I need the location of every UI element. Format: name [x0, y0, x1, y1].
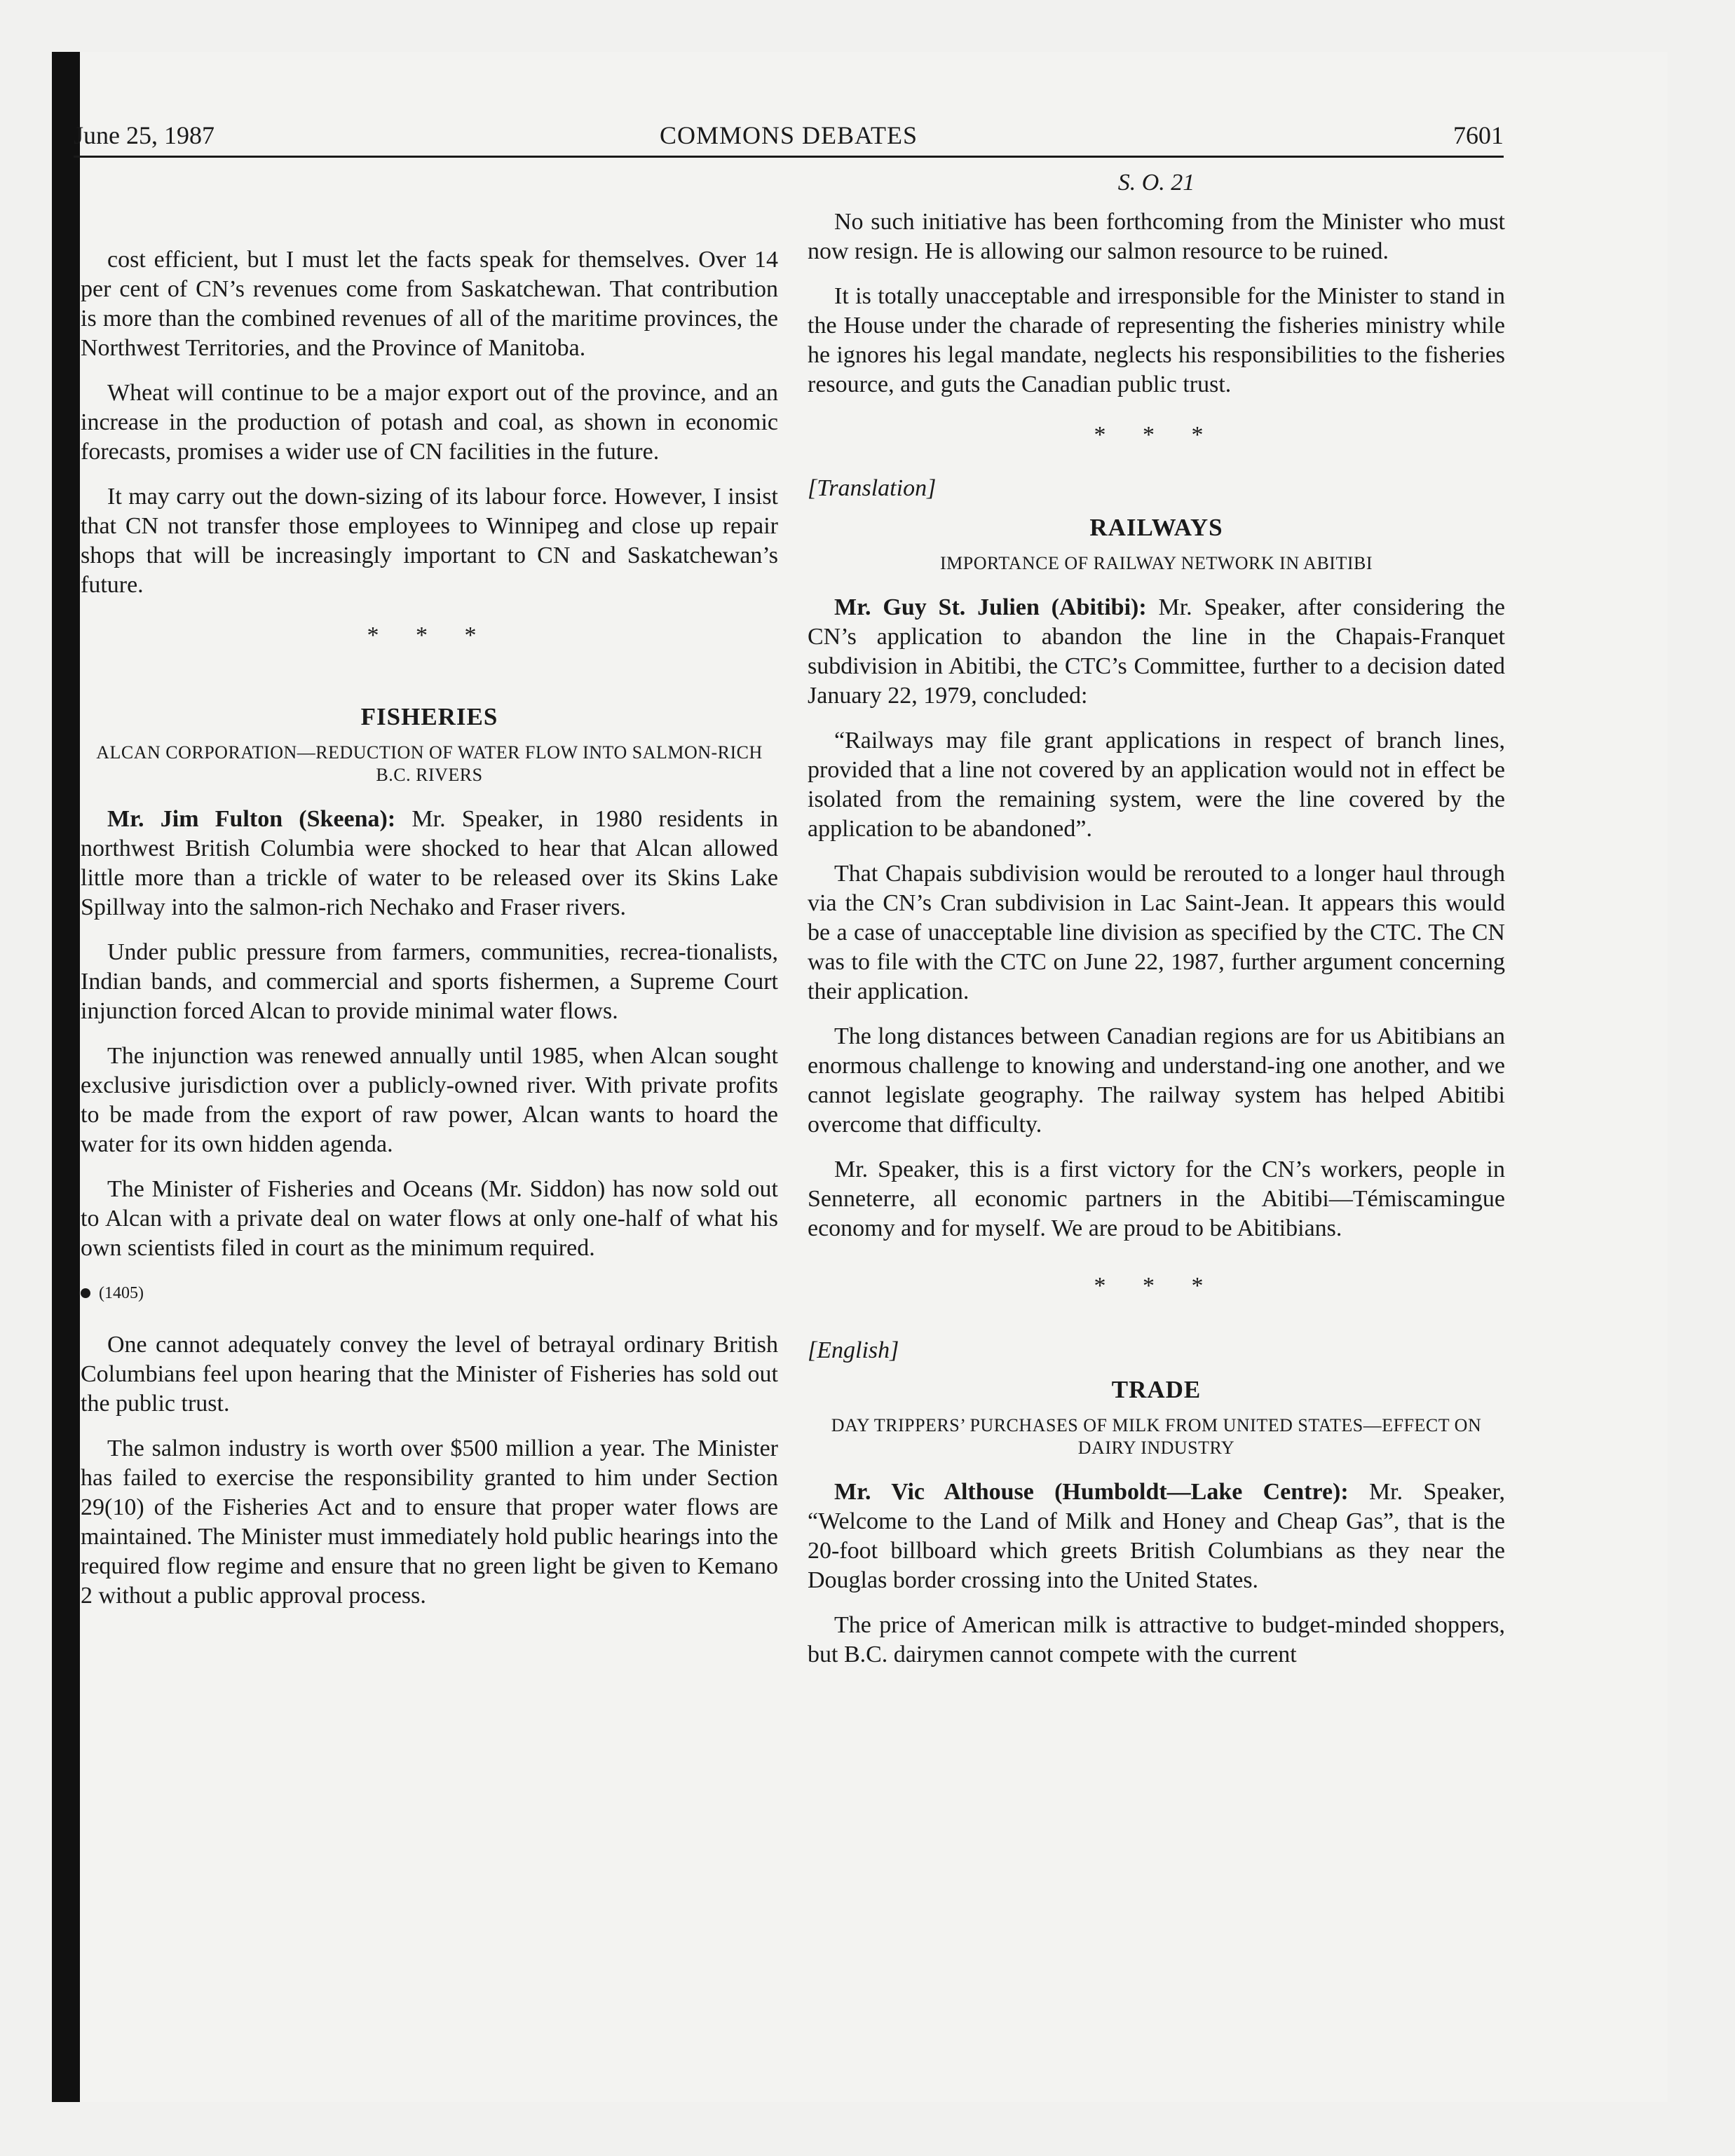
paragraph: That Chapais subdivision would be rerouted to a longer haul through via the CN’s Cran subdivision in Lac Saint-Jean. It appears this would be a case of unacceptable line division as specified by the CTC. The CN was to file with the CTC on June 22, 1987, further argument concerning their application. [808, 861, 1505, 1004]
paragraph: The long distances between Canadian regions are for us Abitibians an enormous challenge to knowing and understand-ing one another, and we cannot legislate geography. The railway system has helped Abitibi overcome that difficulty. [808, 1023, 1505, 1138]
quote-paragraph: “Railways may file grant applications in respect of branch lines, provided that a line not covered by an application would not in effect be isolated from the remaining system, were the line covered by the application to be abandoned”. [808, 728, 1505, 842]
paragraph: The salmon industry is worth over $500 million a year. The Minister has failed to exercise the responsibility granted to him under Section 29(10) of the Fisheries Act and to ensure that proper water flows are maintained. The Minister must immediately hold public hearings into the required flow regime and ensure that no green light be given to Kemano 2 without a public approval process. [81, 1435, 778, 1609]
section-heading: RAILWAYS [1089, 514, 1223, 541]
section-heading: FISHERIES [360, 703, 498, 730]
paragraph: It is totally unacceptable and irresponsible for the Minister to stand in the House under the charade of representing the fisheries ministry while he ignores his legal mandate, neglects his responsibilities to the fisheries resource, and guts the Canadian public trust. [808, 283, 1505, 397]
header-date: June 25, 1987 [74, 121, 215, 149]
paragraph: Under public pressure from farmers, communities, recrea-tionalists, Indian bands, and commercial and sports fishermen, a Supreme Court injunction forced Alcan to provide minimal water flows. [81, 939, 778, 1024]
paragraph: One cannot adequately convey the level of betrayal ordinary British Columbians feel upon hearing that the Minister of Fisheries has sold out the public trust. [81, 1332, 778, 1417]
section-subheading: ALCAN CORPORATION—REDUCTION OF WATER FLOW INTO SALMON-RICH B.C. RIVERS [96, 742, 763, 785]
paragraph: cost efficient, but I must let the facts speak for themselves. Over 14 per cent of CN’s revenues come from Saskatchewan. That contribution is more than the combined revenues of all of the maritime provinces, the Northwest Territories, and the Province of Manitoba. [81, 247, 778, 361]
page-header [74, 118, 1504, 153]
section-subheading: DAY TRIPPERS’ PURCHASES OF MILK FROM UNITED STATES—EFFECT ON DAIRY INDUSTRY [831, 1415, 1482, 1458]
header-rule [74, 156, 1504, 158]
page-number: 7601 [1453, 121, 1504, 149]
left-column [81, 168, 778, 1626]
section-separator: * * * [1094, 1273, 1219, 1299]
language-marker: [Translation] [808, 475, 937, 501]
paragraph: The price of American milk is attractive to budget-minded shoppers, but B.C. dairymen cannot compete with the current [808, 1612, 1505, 1667]
section-separator: * * * [1094, 422, 1219, 448]
scan-edge [52, 52, 80, 2102]
paragraph: The Minister of Fisheries and Oceans (Mr. Siddon) has now sold out to Alcan with a private deal on water flows at only one-half of what his own scientists filed in court as the minimum required. [81, 1176, 778, 1261]
bullet-icon [81, 1288, 90, 1298]
paragraph: Mr. Speaker, this is a first victory for the CN’s workers, people in Senneterre, all economic partners in the Abitibi—Témiscamingue economy and for myself. We are proud to be Abitibians. [808, 1157, 1505, 1241]
paragraph: The injunction was renewed annually until 1985, when Alcan sought exclusive jurisdiction over a publicly-owned river. With private profits to be made from the export of raw power, Alcan wants to hoard the water for its own hidden agenda. [81, 1043, 778, 1157]
paragraph: Wheat will continue to be a major export out of the province, and an increase in the production of potash and coal, as shown in economic forecasts, promises a wider use of CN facilities in the future. [81, 380, 778, 465]
speaker-name: Mr. Jim Fulton (Skeena): [107, 806, 396, 832]
speech-paragraph: Mr. Guy St. Julien (Abitibi): Mr. Speaker, after considering the CN’s application to abandon the line in the Chapais-Franquet subdivision in Abitibi, the CTC’s Committee, further to a decision dated January 22, 1979, concluded: [808, 594, 1505, 709]
speaker-name: Mr. Vic Althouse (Humboldt—Lake Centre): [834, 1479, 1349, 1505]
timestamp: (1405) [81, 1278, 778, 1308]
paragraph: It may carry out the down-sizing of its labour force. However, I insist that CN not transfer those employees to Winnipeg and close up repair shops that will be increasingly important to CN and Saskatchewan’s future. [81, 484, 778, 598]
section-heading: TRADE [1111, 1376, 1202, 1403]
section-separator: * * * [367, 622, 492, 648]
language-marker: [English] [808, 1337, 899, 1363]
speech-paragraph: Mr. Jim Fulton (Skeena): Mr. Speaker, in 1980 residents in northwest British Columbia were shocked to hear that Alcan allowed little more than a trickle of water to be released over its Skins Lake Spillway into the salmon-rich Nechako and Fraser rivers. [81, 806, 779, 920]
paragraph: No such initiative has been forthcoming from the Minister who must now resign. He is allowing our salmon resource to be ruined. [808, 209, 1505, 264]
speaker-name: Mr. Guy St. Julien (Abitibi): [834, 594, 1147, 620]
right-column [808, 168, 1505, 1685]
speech-paragraph: Mr. Vic Althouse (Humboldt—Lake Centre): Mr. Speaker, “Welcome to the Land of Milk and Honey and Cheap Gas”, that is the 20-foot billboard which greets British Columbians as they near the Douglas border crossing into the United States. [808, 1479, 1505, 1593]
standing-order-label: S. O. 21 [1117, 170, 1195, 196]
section-subheading: IMPORTANCE OF RAILWAY NETWORK IN ABITIBI [940, 553, 1373, 573]
header-title: COMMONS DEBATES [659, 121, 918, 149]
